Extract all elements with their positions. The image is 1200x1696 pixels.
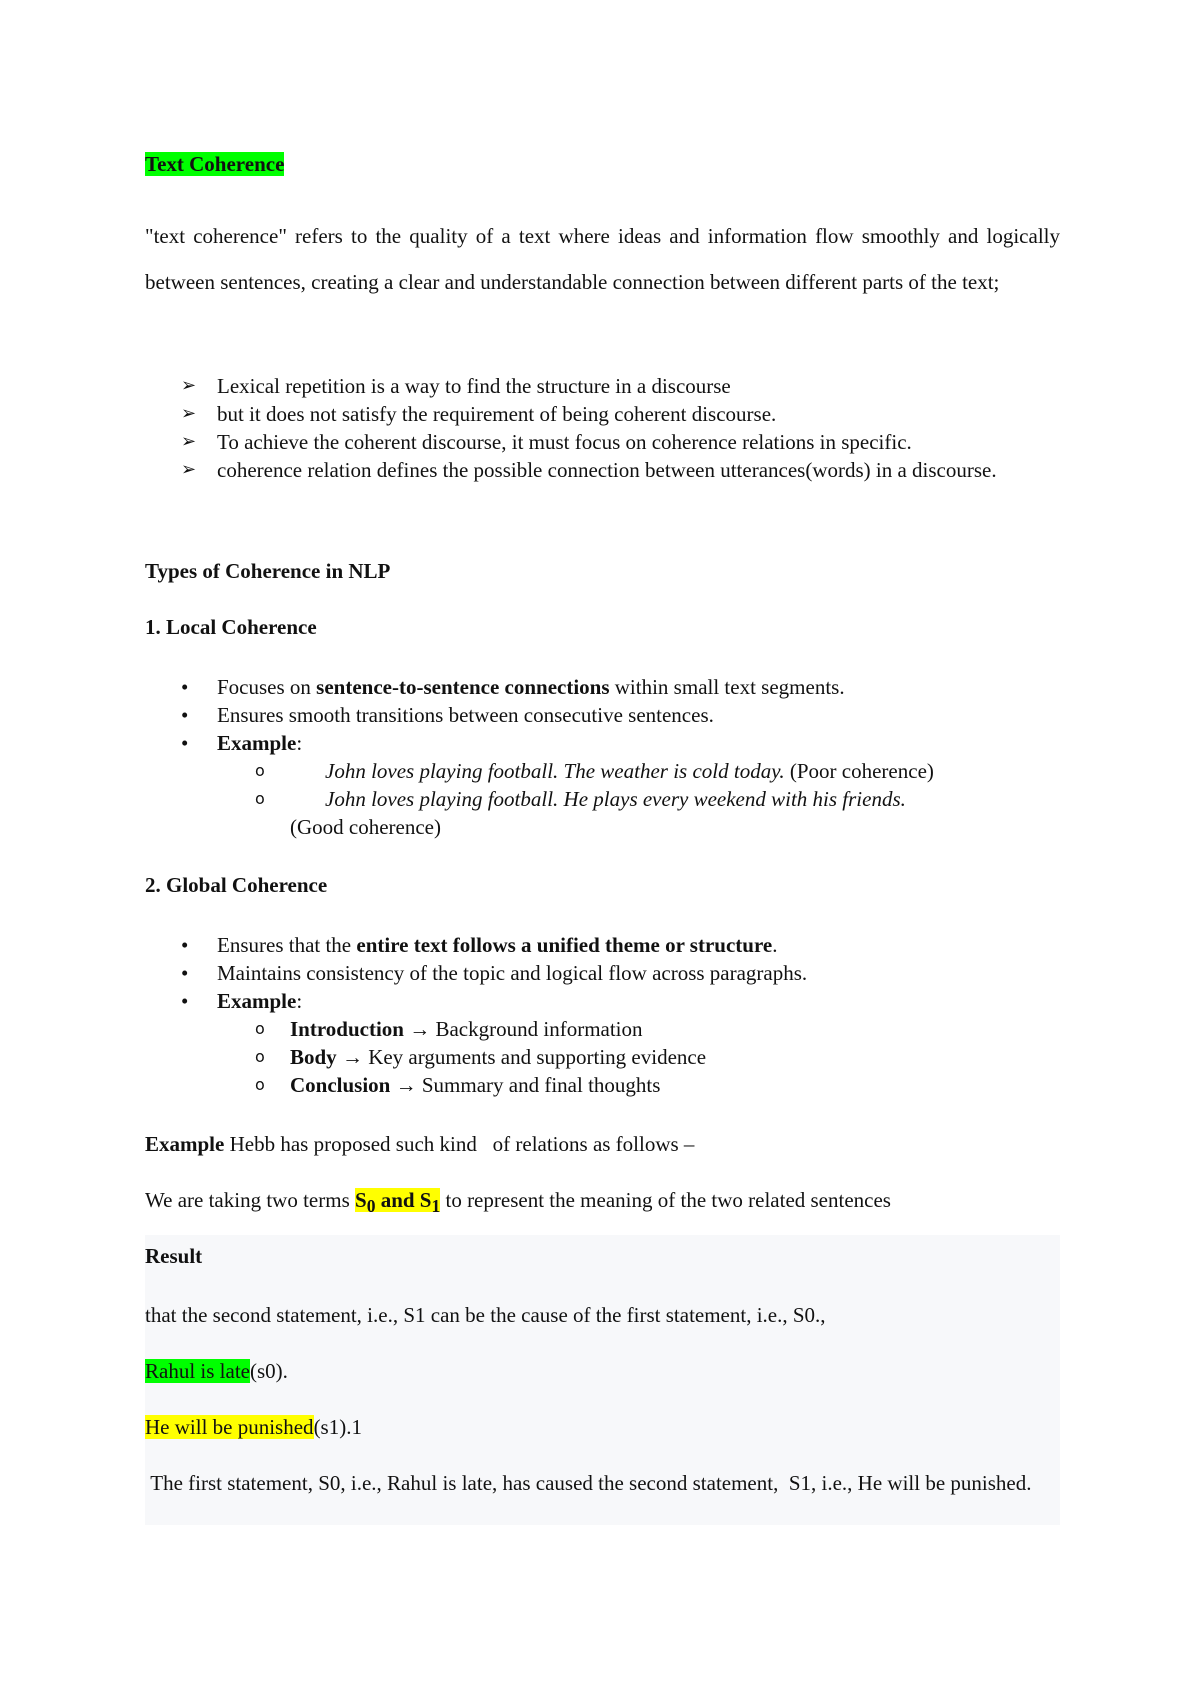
global-coherence-heading: 2. Global Coherence (145, 873, 328, 897)
circle-bullet-icon: o (255, 1047, 265, 1066)
final-statement: The first statement, S0, i.e., Rahul is late, has caused the second statement, S1, i.e., He will be punished. (145, 1471, 1032, 1495)
document-page (145, 0, 1060, 1696)
local-bullet-list (145, 673, 1060, 757)
list-item: ➢ but it does not satisfy the requirement of being coherent discourse. (181, 402, 777, 426)
intro-paragraph: "text coherence" refers to the quality of a text where ideas and information flow smoothly and logically between sentences, creating a clear and understandable connection between different parts of the text; (145, 224, 1060, 294)
local-coherence-heading: 1. Local Coherence (145, 615, 317, 639)
circle-bullet-icon: o (255, 1019, 265, 1038)
local-example-list (145, 757, 1060, 841)
terms-line: We are taking two terms $S_0$ and $S_1$ to represent the meaning of the two related sentences (145, 1188, 891, 1217)
types-heading: Types of Coherence in NLP (145, 559, 391, 583)
list-item: o Introduction → Background information (255, 1017, 643, 1041)
result-heading: Result (145, 1244, 203, 1268)
arrow-bullet-icon: ➢ (181, 375, 197, 396)
hebb-example-line: Example Hebb has proposed such kind of relations as follows – (145, 1132, 695, 1156)
circle-bullet-icon: o (255, 761, 265, 780)
list-item: o John loves playing football. The weather is cold today. (Poor coherence) (255, 759, 934, 783)
list-item: o Body → Key arguments and supporting evidence (255, 1045, 707, 1069)
arrow-bullet-list (145, 372, 1060, 484)
bullet-dot-icon: • (181, 703, 189, 727)
circle-bullet-icon: o (255, 1075, 265, 1094)
list-item: ➢ coherence relation defines the possible connection between utterances(words) in a discourse. (181, 458, 997, 482)
page-title (145, 150, 284, 178)
list-item: • Ensures that the entire text follows a unified theme or structure. (181, 933, 778, 957)
s0-sentence: Rahul is late(s0). (145, 1359, 288, 1383)
circle-bullet-icon: o (255, 789, 265, 808)
s1-sentence: He will be punished(s1).1 (145, 1415, 362, 1439)
bullet-dot-icon: • (181, 675, 189, 699)
list-item: ➢ Lexical repetition is a way to find the structure in a discourse (181, 374, 731, 398)
global-bullet-list (145, 931, 1060, 1015)
result-line: that the second statement, i.e., S1 can be the cause of the first statement, i.e., S0., (145, 1303, 826, 1327)
list-item: o Conclusion → Summary and final thoughts (255, 1073, 661, 1097)
arrow-bullet-icon: ➢ (181, 459, 197, 480)
global-example-list (145, 1015, 1060, 1099)
terms-highlight: $S_0$ and $S_1$ (355, 1188, 441, 1217)
list-item: • Example: (181, 989, 303, 1013)
list-item: • Focuses on sentence-to-sentence connections within small text segments. (181, 675, 845, 699)
bullet-dot-icon: • (181, 731, 189, 755)
list-item: o John loves playing football. He plays every weekend with his friends. (Good coherence) (255, 787, 906, 839)
title-text: Text Coherence (145, 152, 285, 176)
arrow-bullet-icon: ➢ (181, 431, 197, 452)
list-item: • Ensures smooth transitions between consecutive sentences. (181, 703, 714, 727)
bullet-dot-icon: • (181, 989, 189, 1013)
list-item: • Maintains consistency of the topic and logical flow across paragraphs. (181, 961, 808, 985)
bullet-dot-icon: • (181, 961, 189, 985)
bullet-dot-icon: • (181, 933, 189, 957)
arrow-bullet-icon: ➢ (181, 403, 197, 424)
list-item: ➢ To achieve the coherent discourse, it must focus on coherence relations in specific. (181, 430, 912, 454)
list-item: • Example: (181, 731, 303, 755)
